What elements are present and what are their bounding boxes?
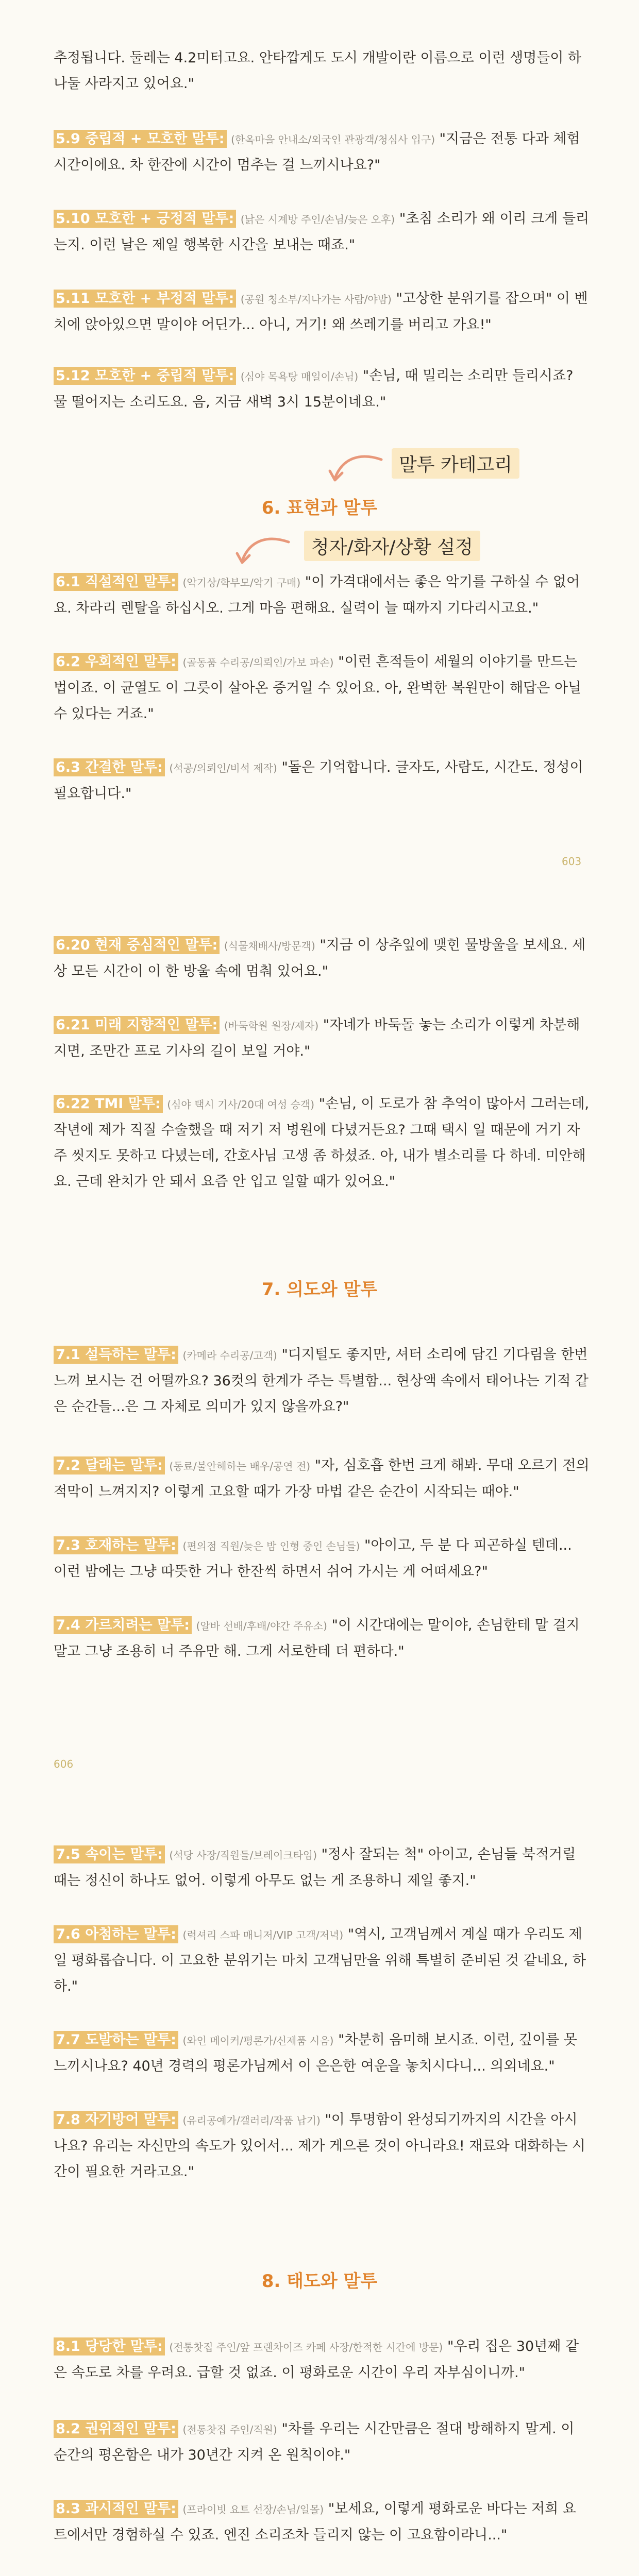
entry-5-10 xyxy=(54,206,590,258)
entry-meta: (공원 청소부/지나가는 사람/야밤) xyxy=(240,293,392,306)
entry-8-2 xyxy=(54,2416,590,2468)
entry-meta: (식물채배사/방문객) xyxy=(224,940,315,952)
entry-text: "손님, 때 밀리는 소리만 들리시죠? 물 떨어지는 소리도요. 음, 지금 새벽 3시 15분이네요." xyxy=(54,368,574,410)
entry-meta: (편의점 직원/늦은 밤 인형 중인 손님들) xyxy=(182,1540,360,1552)
entry-tag: 7.1 설득하는 말투: xyxy=(54,1346,178,1364)
entry-tag: 5.10 모호한 + 긍정적 말투: xyxy=(54,210,236,228)
annotation-category: 말투 카테고리 xyxy=(392,448,519,479)
entry-6-20 xyxy=(54,933,590,985)
entry-text: "아이고, 두 분 다 피곤하실 텐데... 이런 밤에는 그냥 따뜻한 거나 한잔씩 하면서 쉬어 가시는 게 어떠세요?" xyxy=(54,1537,572,1580)
entry-text: "손님, 이 도로가 참 추억이 많아서 그러는데, 작년에 제가 직질 수술했을 때 저기 저 병원에 다녔거든요? 그때 택시 일 때문에 거기 자주 씻지도 못하고 다녔는데, 간호사님 고생 좀 하셨죠. 아, 내가 별소리를 다 하네. 미안해요. 근데 완치가 안 돼서 요즘 안 입고 일할 때가 있어요." xyxy=(54,1096,590,1190)
section-heading-6: 6. 표현과 말투 xyxy=(261,498,378,518)
entry-6-2 xyxy=(54,649,590,727)
entry-7-2 xyxy=(54,1453,590,1505)
entry-7-7 xyxy=(54,2027,590,2079)
entry-meta: (전통찻집 주인/직원) xyxy=(182,2424,277,2436)
entry-5-9 xyxy=(54,126,590,178)
entry-meta: (낡은 시계방 주인/손님/늦은 오후) xyxy=(240,213,395,226)
entry-text: "이 시간대에는 말이야, 손님한테 말 걸지 말고 그냥 조용히 너 주유만 해. 그게 서로한테 더 편하다." xyxy=(54,1617,580,1659)
entry-7-3 xyxy=(54,1533,590,1585)
entry-tag: 5.9 중립적 + 모호한 말투: xyxy=(54,130,227,148)
entry-6-3 xyxy=(54,755,590,807)
entry-tag: 7.4 가르치려는 말투: xyxy=(54,1616,192,1634)
entry-7-5 xyxy=(54,1842,590,1894)
entry-text: "정사 잘되는 척" 아이고, 손님들 북적거릴 때는 정신이 하나도 없어. 이렇게 아무도 없는 게 조용하니 제일 좋지." xyxy=(54,1846,576,1889)
entry-meta: (석공/의뢰인/비석 제작) xyxy=(169,762,277,774)
entry-text: "이런 흔적들이 세월의 이야기를 만드는 법이죠. 이 균열도 이 그릇이 살아온 증거일 수 있어요. 아, 완벽한 복원만이 해답은 아닐 수 있다는 거죠." xyxy=(54,654,582,722)
entry-tag: 7.5 속이는 말투: xyxy=(54,1845,165,1863)
entry-7-8 xyxy=(54,2107,590,2185)
entry-6-22 xyxy=(54,1091,590,1195)
entry-tag: 5.12 모호한 + 중립적 말투: xyxy=(54,367,236,385)
entry-tag: 6.2 우회적인 말투: xyxy=(54,653,178,671)
entry-meta: (심야 목욕탕 매일이/손님) xyxy=(240,370,359,383)
entry-tag: 8.1 당당한 말투: xyxy=(54,2337,165,2355)
page-number: 606 xyxy=(54,1758,74,1770)
entry-text: "이 투명함이 완성되기까지의 시간을 아시나요? 유리는 자신만의 속도가 있어서... 제가 게으른 것이 아니라요! 재료와 대화하는 시간이 필요한 거라고요." xyxy=(54,2112,586,2180)
entry-meta: (심야 택시 기사/20대 여성 승객) xyxy=(167,1098,315,1111)
entry-tag: 6.3 간결한 말투: xyxy=(54,758,165,776)
section-heading-8: 8. 태도와 말투 xyxy=(261,2271,378,2292)
page-number: 603 xyxy=(562,855,582,868)
entry-5-12 xyxy=(54,363,590,415)
entry-meta: (카메라 수리공/고객) xyxy=(182,1349,277,1362)
entry-tag: 7.2 달래는 말투: xyxy=(54,1456,165,1475)
entry-6-1 xyxy=(54,569,590,621)
entry-tag: 7.6 아첨하는 말투: xyxy=(54,1925,178,1943)
entry-7-1 xyxy=(54,1342,590,1420)
section-heading-7: 7. 의도와 말투 xyxy=(261,1279,378,1300)
entry-meta: (프라이빗 요트 선장/손님/일몰) xyxy=(182,2503,324,2516)
entry-tag: 8.2 권위적인 말투: xyxy=(54,2420,178,2438)
entry-text: "지금은 전통 다과 체험 시간이에요. 차 한잔에 시간이 멈추는 걸 느끼시나요?" xyxy=(54,131,580,173)
curved-arrow-icon xyxy=(330,452,386,483)
entry-tag: 7.8 자기방어 말투: xyxy=(54,2111,178,2129)
entry-text: "고상한 분위기를 잡으며" 이 벤치에 앉아있으면 말이야 어딘가... 아니, 거기! 왜 쓰레기를 버리고 가요!" xyxy=(54,291,588,333)
entry-tag: 7.3 호재하는 말투: xyxy=(54,1536,178,1554)
entry-text: "역시, 고객님께서 계실 때가 우리도 제일 평화롭습니다. 이 고요한 분위기는 마치 고객님만을 위해 특별히 준비된 것 같네요, 하하." xyxy=(54,1926,586,1994)
entry-meta: (한옥마을 안내소/외국인 관광객/청심사 입구) xyxy=(231,133,435,146)
entry-8-1 xyxy=(54,2334,590,2386)
entry-tag: 5.11 모호한 + 부정적 말투: xyxy=(54,290,236,308)
entry-tag: 7.7 도발하는 말투: xyxy=(54,2031,178,2049)
entry-5-11 xyxy=(54,286,590,338)
entry-meta: (와인 메이커/평론가/신제품 시음) xyxy=(182,2035,334,2047)
entry-tag: 6.1 직설적인 말투: xyxy=(54,573,178,591)
entry-meta: (악기상/학부모/악기 구매) xyxy=(182,577,301,589)
entry-text: "보세요, 이렇게 평화로운 바다는 저희 요트에서만 경험하실 수 있죠. 엔진 소리조차 들리지 않는 이 고요함이라니..." xyxy=(54,2501,576,2543)
entry-7-4 xyxy=(54,1613,590,1665)
intro-paragraph: 추정됩니다. 둘레는 4.2미터고요. 안타깝게도 도시 개발이란 이름으로 이런 생명들이 하나둘 사라지고 있어요." xyxy=(54,50,582,92)
entry-meta: (동료/불안해하는 배우/공연 전) xyxy=(169,1460,311,1472)
curved-arrow-icon xyxy=(237,535,294,566)
entry-meta: (유리공예가/갤러리/작품 납기) xyxy=(182,2114,321,2127)
entry-meta: (전통찻집 주인/앞 프랜차이즈 카페 사장/한적한 시간에 방문) xyxy=(169,2341,443,2353)
entry-text: "지금 이 상추잎에 맺힌 물방울을 보세요. 세상 모든 시간이 이 한 방울 속에 멈춰 있어요." xyxy=(54,937,586,979)
entry-text: "돌은 기억합니다. 글자도, 사람도, 시간도. 정성이 필요합니다." xyxy=(54,759,583,802)
entry-text: "이 가격대에서는 좋은 악기를 구하실 수 없어요. 차라리 렌탈을 하십시오. 그게 마음 편해요. 실력이 늘 때까지 기다리시고요." xyxy=(54,574,580,616)
entry-7-6 xyxy=(54,1922,590,1999)
entry-meta: (석당 사장/직원들/브레이크타임) xyxy=(169,1849,317,1861)
entry-text: "차분히 음미해 보시죠. 이런, 깊이를 못 느끼시나요? 40년 경력의 평론가님께서 이 은은한 여운을 놓치시다니... 의외네요." xyxy=(54,2032,577,2074)
entry-text: "초침 소리가 왜 이리 크게 들리는지. 이런 날은 제일 행복한 시간을 보내는 때죠." xyxy=(54,211,590,253)
entry-meta: (골동품 수리공/의뢰인/가보 파손) xyxy=(182,656,334,669)
entry-text: "자네가 바둑돌 놓는 소리가 이렇게 차분해지면, 조만간 프로 기사의 길이 보일 거야." xyxy=(54,1017,580,1059)
entry-tag: 6.20 현재 중심적인 말투: xyxy=(54,936,220,954)
entry-meta: (알바 선배/후배/야간 주유소) xyxy=(196,1620,327,1632)
annotation-setting: 청자/화자/상황 설정 xyxy=(304,531,480,561)
entry-tag: 6.22 TMI 말투: xyxy=(54,1095,163,1113)
entry-text: "우리 집은 30년째 같은 속도로 차를 우려요. 급할 것 없죠. 이 평화로운 시간이 우리 자부심이니까." xyxy=(54,2338,579,2381)
entry-8-3 xyxy=(54,2496,590,2548)
entry-6-21 xyxy=(54,1012,590,1064)
entry-meta: (바둑학원 원장/제자) xyxy=(224,1020,319,1032)
entry-text: "자, 심호흡 한번 크게 해봐. 무대 오르기 전의 적막이 느껴지지? 이렇게 고요할 때가 가장 마법 같은 순간이 시작되는 때야." xyxy=(54,1458,590,1500)
entry-text: "차를 우리는 시간만큼은 절대 방해하지 말게. 이 순간의 평온함은 내가 30년간 지켜 온 원칙이야." xyxy=(54,2421,575,2463)
entry-meta: (럭셔리 스파 매니저/VIP 고객/저녁) xyxy=(182,1929,344,1941)
entry-tag: 6.21 미래 지향적인 말투: xyxy=(54,1016,220,1034)
entry-text: "디지털도 좋지만, 셔터 소리에 담긴 기다림을 한번 느껴 보시는 건 어떨까요? 36컷의 한계가 주는 특별함... 현상액 속에서 태어나는 기적 같은 순간들...은 그 자체로 의미가 있지 않을까요?" xyxy=(54,1347,589,1415)
entry-tag: 8.3 과시적인 말투: xyxy=(54,2500,178,2518)
